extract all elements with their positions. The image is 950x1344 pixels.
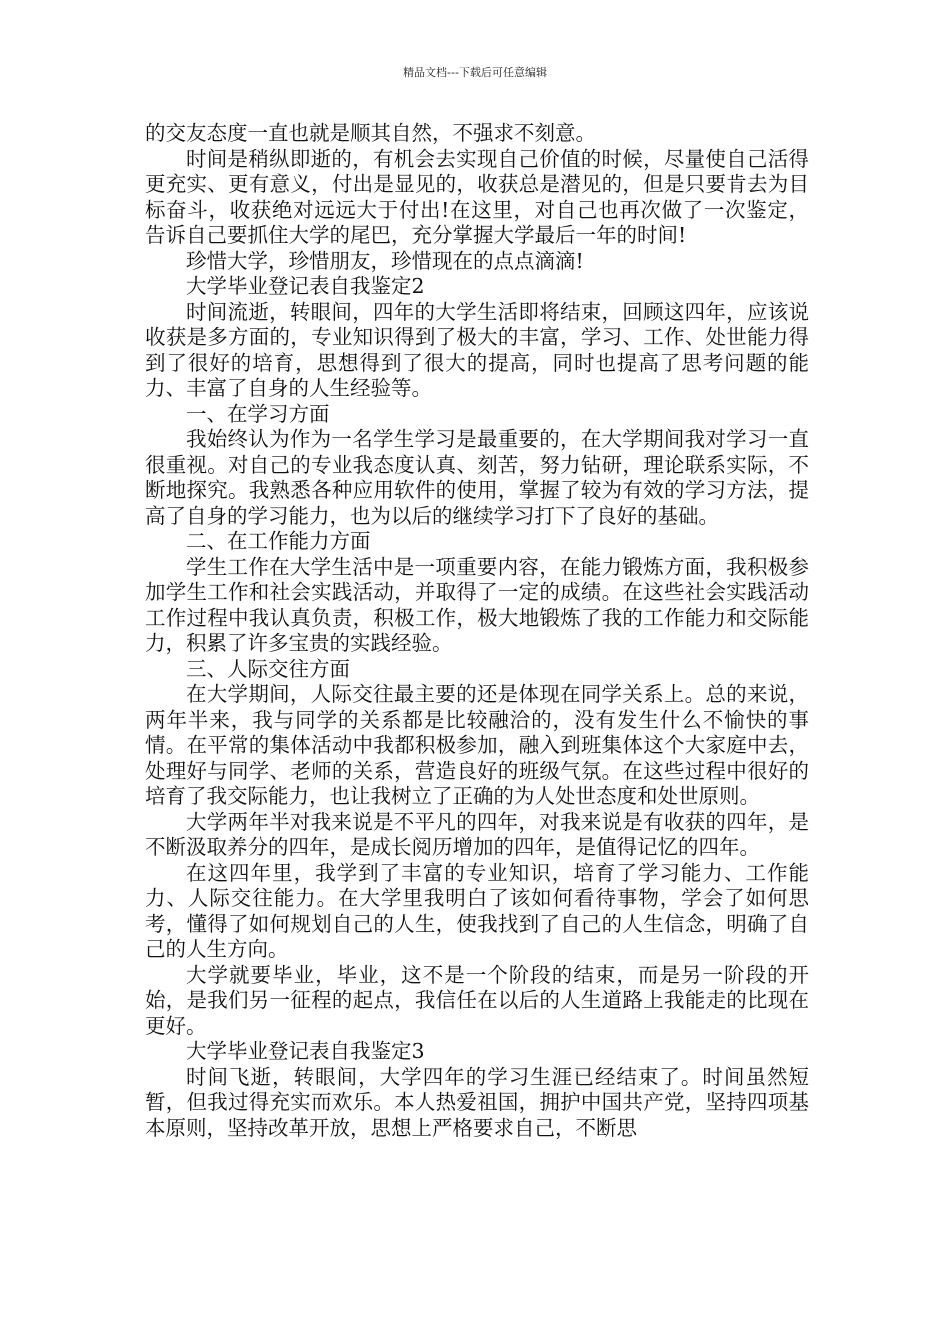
subsection-heading: 二、在工作能力方面	[186, 529, 371, 553]
subsection-heading: 一、在学习方面	[186, 401, 330, 426]
paragraph: 时间是稍纵即逝的，有机会去实现自己价值的时候，尽量使自己活得更充实、更有意义，付出是显见的，收获总是潜见的，但是只要肯去为目标奋斗，收获绝对远远大于付出!在这里，对自己也再次做了一次鉴定，告诉自己要抓住大学的尾巴，充分掌握大学最后一年的时间!	[145, 146, 809, 247]
subsection-heading: 三、人际交往方面	[186, 656, 350, 681]
paragraph: 时间飞逝，转眼间，大学四年的学习生涯已经结束了。时间虽然短暂，但我过得充实而欢乐。本人热爱祖国，拥护中国共产党，坚持四项基本原则，坚持改革开放，思想上严格要求自己，不断思	[145, 1064, 809, 1140]
section-heading: 大学毕业登记表自我鉴定3	[186, 1039, 425, 1063]
paragraph: 大学两年半对我来说是不平凡的四年，对我来说是有收获的四年，是不断汲取养分的四年，是成长阅历增加的四年，是值得记忆的四年。	[145, 809, 809, 859]
paragraph: 我始终认为作为一名学生学习是最重要的，在大学期间我对学习一直很重视。对自己的专业我态度认真、刻苦，努力钻研，理论联系实际，不断地探究。我熟悉各种应用软件的使用，掌握了较为有效的学习方法，提高了自身的学习能力，也为以后的继续学习打下了良好的基础。	[145, 427, 809, 528]
paragraph: 的交友态度一直也就是顺其自然，不强求不刻意。	[145, 121, 596, 145]
paragraph: 时间流逝，转眼间，四年的大学生活即将结束，回顾这四年，应该说收获是多方面的，专业知识得到了极大的丰富，学习、工作、处世能力得到了很好的培育，思想得到了很大的提高，同时也提高了思考问题的能力、丰富了自身的人生经验等。	[145, 299, 809, 400]
paragraph: 珍惜大学，珍惜朋友，珍惜现在的点点滴滴!	[186, 248, 584, 273]
paragraph: 学生工作在大学生活中是一项重要内容，在能力锻炼方面，我积极参加学生工作和社会实践活动，并取得了一定的成绩。在这些社会实践活动工作过程中我认真负责，积极工作，极大地锻炼了我的工作能力和交际能力，积累了许多宝贵的实践经验。	[145, 554, 809, 655]
document-body	[145, 121, 809, 1141]
paragraph: 大学就要毕业，毕业，这不是一个阶段的结束，而是另一阶段的开始，是我们另一征程的起点，我信任在以后的人生道路上我能走的比现在更好。	[145, 962, 809, 1038]
paragraph: 在大学期间，人际交往最主要的还是体现在同学关系上。总的来说，两年半来，我与同学的关系都是比较融洽的，没有发生什么不愉快的事情。在平常的集体活动中我都积极参加，融入到班集体这个大家庭中去，处理好与同学、老师的关系，营造良好的班级气氛。在这些过程中很好的培育了我交际能力，也让我树立了正确的为人处世态度和处世原则。	[145, 682, 809, 808]
section-heading: 大学毕业登记表自我鉴定2	[186, 274, 425, 298]
paragraph: 在这四年里，我学到了丰富的专业知识，培育了学习能力、工作能力、人际交往能力。在大学里我明白了该如何看待事物，学会了如何思考，懂得了如何规划自己的人生，使我找到了自己的人生信念，明确了自己的人生方向。	[145, 860, 809, 961]
page-header: 精品文档---下载后可任意编辑	[403, 66, 547, 79]
